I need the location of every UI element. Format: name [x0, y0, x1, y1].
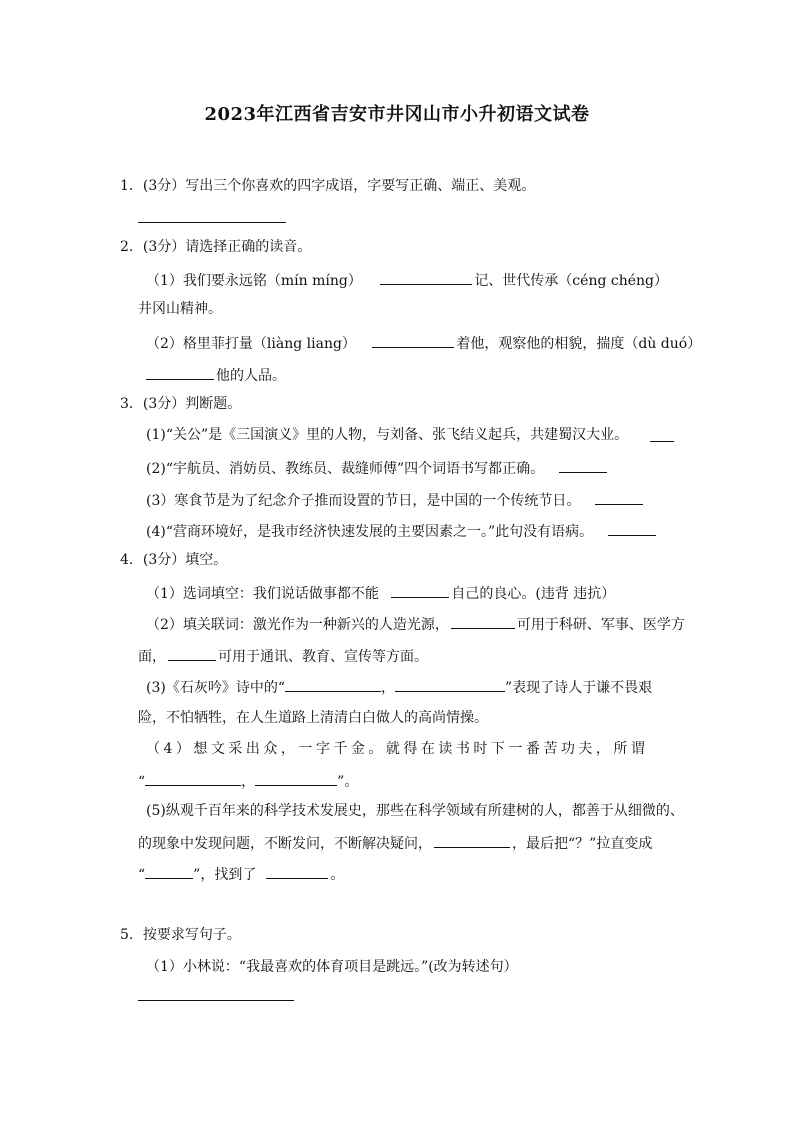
- q4-s4-text-d: ”。: [337, 774, 359, 790]
- answer-blank-q3-3[interactable]: [595, 490, 643, 505]
- q4-s1-text-a: （1）选词填空：我们说话做事都不能: [146, 586, 379, 602]
- question-4-item-2: [146, 614, 685, 634]
- question-2-item-2: [146, 333, 701, 353]
- answer-blank-q3-1[interactable]: [650, 441, 674, 442]
- q4-s4-text-b: “: [138, 774, 146, 790]
- q3-s2-text: (2)“宇航员、消妨员、教练员、裁缝师傅”四个词语书写都正确。: [146, 461, 545, 477]
- question-5: 5．按要求写句子。: [120, 927, 241, 943]
- q2-s2-text-b: 着他，观察他的相貌，揣度（dù duó）: [456, 336, 702, 352]
- q4-s3-text-c: ”表现了诗人于谦不畏艰: [505, 680, 653, 696]
- answer-blank-q4-2b[interactable]: [168, 646, 216, 661]
- q4-s2-text-d: 可用于通讯、教育、宣传等方面。: [218, 649, 428, 665]
- question-2: 2．(3分）请选择正确的读音。: [120, 239, 312, 255]
- q4-s5-text-f: 。: [330, 867, 345, 883]
- question-2-item-2-cont: [146, 365, 286, 385]
- q2-s2-text-c: 他的人品。: [216, 368, 286, 384]
- answer-blank-q4-1[interactable]: [391, 583, 449, 598]
- q4-s1-text-b: 自己的良心。(违背 违抗）: [451, 586, 616, 602]
- answer-line-q5-1[interactable]: [138, 1000, 294, 1001]
- q3-s4-text: (4)“营商环境好，是我市经济快速发展的主要因素之一。”此句没有语病。: [146, 524, 594, 540]
- answer-blank-q2-1[interactable]: [380, 270, 472, 285]
- question-5-item-1: （1）小林说：“我最喜欢的体育项目是跳远。”(改为转述句）: [146, 959, 518, 975]
- page-title: 2023年江西省吉安市井冈山市小升初语文试卷: [204, 104, 590, 125]
- answer-blank-q3-2[interactable]: [559, 458, 607, 473]
- question-3-item-4: [146, 521, 656, 541]
- question-3-item-3: [146, 490, 643, 510]
- question-3-item-1: [146, 426, 628, 444]
- question-3: 3．(3分）判断题。: [120, 396, 242, 412]
- q4-s4-text-c: ，: [241, 774, 256, 790]
- answer-blank-q4-5b[interactable]: [145, 864, 193, 879]
- question-4-item-3: [146, 677, 652, 697]
- question-4-item-5: (5)纵观千百年来的科学技术发展史，那些在科学领域有所建树的人，都善于从细微的、: [146, 803, 684, 819]
- question-4-item-4: （4）想文采出众，一字千金。就得在读书时下一番苦功夫，所谓: [146, 741, 649, 757]
- answer-blank-q4-3a[interactable]: [285, 677, 381, 692]
- question-4: 4．(3分）填空。: [120, 552, 228, 568]
- q3-s1-text: (1)“关公”是《三国演义》里的人物，与刘备、张飞结义起兵，共建蜀汉大业。: [146, 427, 629, 443]
- q4-s3-text-a: (3)《石灰吟》诗中的“: [146, 680, 285, 696]
- question-2-item-1-cont: 井冈山精神。: [138, 301, 222, 317]
- question-4-item-2-cont: [138, 646, 428, 666]
- answer-blank-q4-2a[interactable]: [451, 614, 515, 629]
- answer-blank-q4-4b[interactable]: [255, 771, 337, 786]
- q4-s3-text-b: ，: [381, 680, 395, 696]
- q3-s3-text: (3）寒食节是为了纪念介子推而设置的节日，是中国的一个传统节日。: [146, 493, 581, 509]
- question-4-item-5-cont: [138, 833, 652, 853]
- q4-s2-text-b: 可用于科研、军事、医学方: [516, 617, 685, 633]
- q2-s2-text-a: （2）格里菲打量（liàng liang）: [146, 336, 356, 352]
- question-4-item-3-cont: 险，不怕牺牲，在人生道路上清清白白做人的高尚情操。: [138, 710, 488, 726]
- answer-blank-q4-5a[interactable]: [434, 833, 510, 848]
- q4-s2-text-c: 面，: [138, 649, 166, 665]
- question-3-item-2: [146, 458, 607, 478]
- q4-s5-text-b: 的现象中发现问题，不断发问，不断解决疑问，: [138, 836, 432, 852]
- q2-s1-text-b: 记、世代传承（céng chéng）: [474, 273, 668, 289]
- q4-s5-text-c: ，最后把“？”拉直变成: [512, 836, 653, 852]
- answer-blank-q2-2[interactable]: [372, 333, 454, 348]
- q4-s2-text-a: （2）填关联词：激光作为一种新兴的人造光源，: [146, 617, 449, 633]
- question-2-item-1: [146, 270, 668, 290]
- q2-s1-text-a: （1）我们要永远铭（mín míng）: [146, 273, 362, 289]
- answer-line-q1[interactable]: [138, 222, 286, 223]
- question-4-item-5-cont2: [138, 864, 344, 884]
- question-4-item-1: [146, 583, 615, 603]
- answer-blank-q3-4[interactable]: [608, 521, 656, 536]
- question-1: 1．(3分）写出三个你喜欢的四字成语，字要写正确、端正、美观。: [120, 178, 536, 194]
- q4-s5-text-d: “: [138, 867, 146, 883]
- answer-blank-q4-3b[interactable]: [395, 677, 505, 692]
- answer-blank-q2-3[interactable]: [146, 365, 214, 380]
- q4-s5-text-e: ”，找到了: [193, 867, 257, 883]
- answer-blank-q4-4a[interactable]: [145, 771, 241, 786]
- answer-blank-q4-5c[interactable]: [266, 864, 328, 879]
- question-4-item-4-cont: [138, 771, 358, 791]
